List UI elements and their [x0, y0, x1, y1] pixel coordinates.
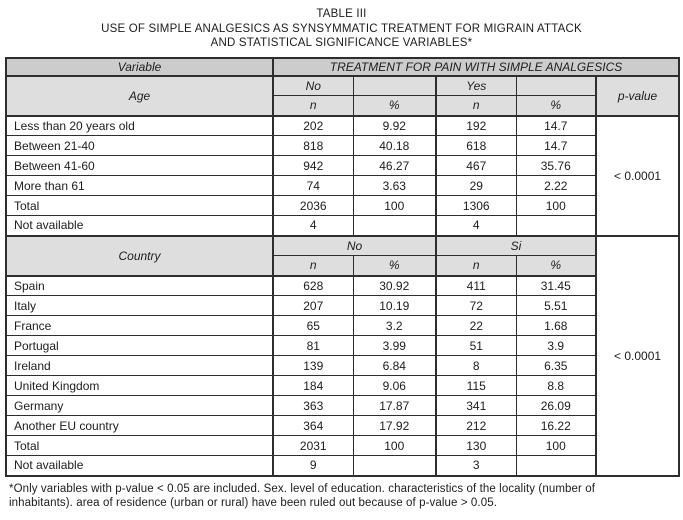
yes-n-cell: 467: [436, 156, 516, 176]
yes-n-cell: 192: [436, 116, 516, 136]
yes-pct-cell: 8.8: [516, 376, 596, 396]
variable-header-cell: Variable: [6, 58, 273, 76]
table-row: [6, 416, 679, 436]
no-pct-cell: 100: [353, 196, 436, 216]
yes-n-cell: 22: [436, 316, 516, 336]
no-pct-cell: 3.63: [353, 176, 436, 196]
yes-pct-cell: 3.9: [516, 336, 596, 356]
row-label-cell: Ireland: [6, 356, 273, 376]
table-row: [6, 336, 679, 356]
yes-n-cell: 1306: [436, 196, 516, 216]
n-header-cell: n: [436, 256, 516, 276]
pct-header-cell: %: [353, 96, 436, 116]
no-n-cell: 628: [273, 276, 353, 296]
row-label-cell: Another EU country: [6, 416, 273, 436]
row-label-cell: Not available: [6, 456, 273, 476]
table-row: [6, 296, 679, 316]
yes-n-cell: 8: [436, 356, 516, 376]
no-n-cell: 202: [273, 116, 353, 136]
n-header-cell: n: [273, 256, 353, 276]
yes-pct-cell: [516, 456, 596, 476]
country-si-header-cell: Si: [436, 236, 596, 256]
no-pct-cell: 30.92: [353, 276, 436, 296]
yes-pct-cell: 31.45: [516, 276, 596, 296]
yes-pct-cell: 16.22: [516, 416, 596, 436]
yes-pct-cell: 26.09: [516, 396, 596, 416]
yes-n-cell: 618: [436, 136, 516, 156]
country-no-header-cell: No: [273, 236, 436, 256]
table-row: [6, 216, 679, 236]
age-no-pct-spacer-cell: [353, 76, 436, 96]
no-pct-cell: 100: [353, 436, 436, 456]
footnote: *Only variables with p-value < 0.05 are included. Sex. level of education. characteristics of the locality (number of inhabitants). area of residence (urban or rural) have been ruled out because of p-value > 0.05.: [9, 482, 596, 509]
table-row: [6, 76, 679, 96]
yes-n-cell: 115: [436, 376, 516, 396]
row-label-cell: Between 41-60: [6, 156, 273, 176]
yes-n-cell: 212: [436, 416, 516, 436]
yes-pct-cell: 5.51: [516, 296, 596, 316]
table-row: [6, 276, 679, 296]
yes-n-cell: 72: [436, 296, 516, 316]
yes-pct-cell: 14.7: [516, 136, 596, 156]
no-n-cell: 2036: [273, 196, 353, 216]
no-n-cell: 81: [273, 336, 353, 356]
no-n-cell: 2031: [273, 436, 353, 456]
treatment-header-cell: TREATMENT FOR PAIN WITH SIMPLE ANALGESICS: [273, 58, 679, 76]
yes-pct-cell: [516, 216, 596, 236]
table-row: [6, 356, 679, 376]
age-yes-header-cell: Yes: [436, 76, 516, 96]
yes-pct-cell: 2.22: [516, 176, 596, 196]
no-pct-cell: 17.87: [353, 396, 436, 416]
row-label-cell: France: [6, 316, 273, 336]
row-label-cell: Spain: [6, 276, 273, 296]
row-label-cell: Not available: [6, 216, 273, 236]
no-pct-cell: [353, 216, 436, 236]
no-pct-cell: 17.92: [353, 416, 436, 436]
no-pct-cell: 3.2: [353, 316, 436, 336]
no-n-cell: 363: [273, 396, 353, 416]
row-label-cell: More than 61: [6, 176, 273, 196]
yes-n-cell: 411: [436, 276, 516, 296]
yes-n-cell: 4: [436, 216, 516, 236]
table-row: [6, 156, 679, 176]
table-row: [6, 436, 679, 456]
age-no-header-cell: No: [273, 76, 353, 96]
table-row: [6, 58, 679, 76]
no-n-cell: 65: [273, 316, 353, 336]
yes-pct-cell: 6.35: [516, 356, 596, 376]
table-row: [6, 196, 679, 216]
yes-n-cell: 341: [436, 396, 516, 416]
no-pct-cell: 6.84: [353, 356, 436, 376]
row-label-cell: United Kingdom: [6, 376, 273, 396]
yes-n-cell: 3: [436, 456, 516, 476]
p-value-header-cell: p-value: [596, 76, 679, 116]
yes-n-cell: 130: [436, 436, 516, 456]
country-p-value-cell: < 0.0001: [596, 236, 679, 476]
row-label-cell: Total: [6, 196, 273, 216]
row-label-cell: Italy: [6, 296, 273, 316]
row-label-cell: Between 21-40: [6, 136, 273, 156]
yes-pct-cell: 100: [516, 436, 596, 456]
table-row: [6, 236, 679, 256]
country-header-cell: Country: [6, 236, 273, 276]
table-title-line2: USE OF SIMPLE ANALGESICS AS SYNSYMMATIC TREATMENT FOR MIGRAIN ATTACK: [101, 22, 582, 35]
no-n-cell: 4: [273, 216, 353, 236]
no-pct-cell: 10.19: [353, 296, 436, 316]
no-pct-cell: [353, 456, 436, 476]
table-row: [6, 396, 679, 416]
no-n-cell: 207: [273, 296, 353, 316]
no-n-cell: 74: [273, 176, 353, 196]
no-n-cell: 139: [273, 356, 353, 376]
row-label-cell: Germany: [6, 396, 273, 416]
no-pct-cell: 9.92: [353, 116, 436, 136]
no-n-cell: 818: [273, 136, 353, 156]
pct-header-cell: %: [516, 256, 596, 276]
yes-pct-cell: 14.7: [516, 116, 596, 136]
table-row: [6, 176, 679, 196]
pct-header-cell: %: [516, 96, 596, 116]
yes-pct-cell: 35.76: [516, 156, 596, 176]
row-label-cell: Total: [6, 436, 273, 456]
pct-header-cell: %: [353, 256, 436, 276]
table-row: [6, 376, 679, 396]
age-p-value-cell: < 0.0001: [596, 116, 679, 236]
row-label-cell: Less than 20 years old: [6, 116, 273, 136]
age-yes-pct-spacer-cell: [516, 76, 596, 96]
table-row: [6, 316, 679, 336]
yes-n-cell: 29: [436, 176, 516, 196]
table-title: [5, 7, 678, 51]
row-label-cell: Portugal: [6, 336, 273, 356]
no-pct-cell: 46.27: [353, 156, 436, 176]
no-pct-cell: 40.18: [353, 136, 436, 156]
age-header-cell: Age: [6, 76, 273, 116]
no-n-cell: 9: [273, 456, 353, 476]
no-pct-cell: 9.06: [353, 376, 436, 396]
yes-n-cell: 51: [436, 336, 516, 356]
no-n-cell: 184: [273, 376, 353, 396]
n-header-cell: n: [436, 96, 516, 116]
table-row: [6, 116, 679, 136]
table-row: [6, 456, 679, 476]
yes-pct-cell: 1.68: [516, 316, 596, 336]
table-title-line3: AND STATISTICAL SIGNIFICANCE VARIABLES*: [210, 37, 473, 49]
no-pct-cell: 3.99: [353, 336, 436, 356]
yes-pct-cell: 100: [516, 196, 596, 216]
n-header-cell: n: [273, 96, 353, 116]
analgesics-table: [5, 57, 680, 477]
no-n-cell: 364: [273, 416, 353, 436]
table-number: TABLE III: [316, 8, 367, 20]
table-row: [6, 136, 679, 156]
no-n-cell: 942: [273, 156, 353, 176]
